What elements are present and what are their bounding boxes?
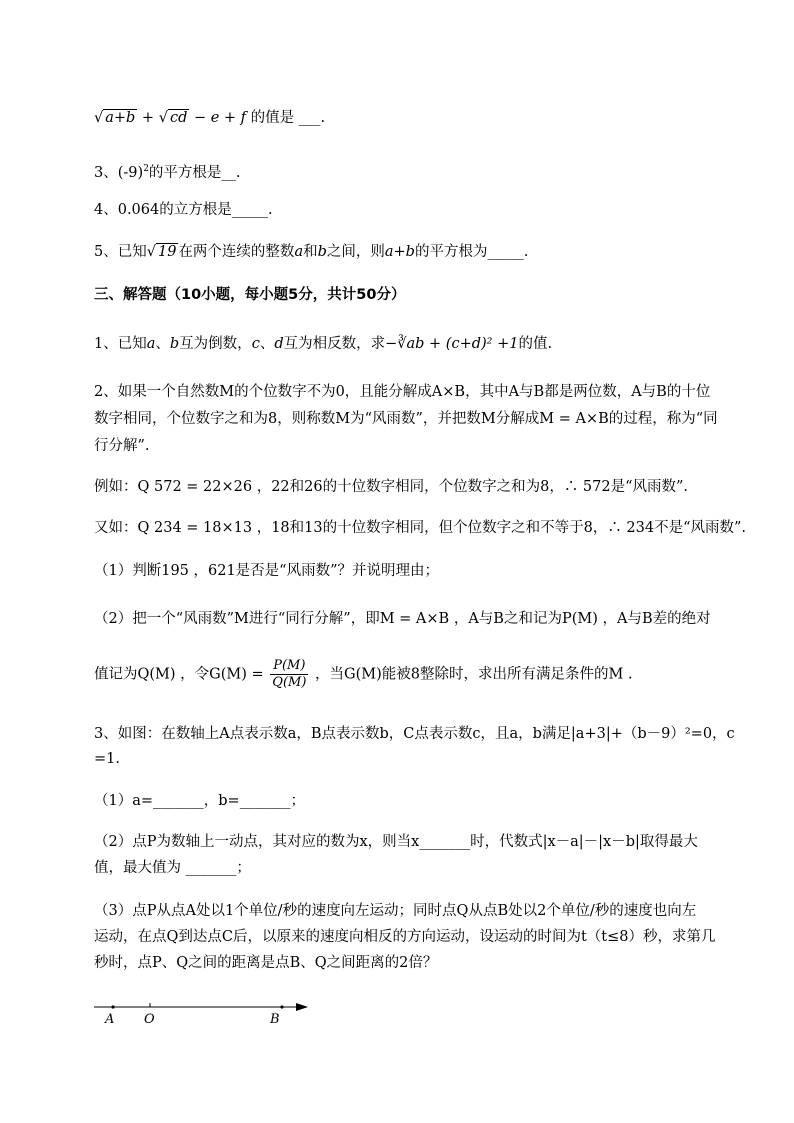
problem-3-line-2: =1.	[94, 751, 120, 767]
problem-1: 1、已知a、b互为倒数，c、d互为相反数，求−∛ab + (c+d)² +1的值.	[94, 336, 553, 352]
label-b: B	[270, 1012, 280, 1027]
problem-3-sub-1: （1）a=_______，b=_______；	[94, 793, 305, 809]
question-3: 3、$(-9)^2$的平方根是__.	[94, 164, 241, 181]
formula-suffix: 的值是 ___.	[250, 110, 326, 126]
problem-2-sub-1: （1）判断195 ，621是否是“风雨数”？并说明理由；	[94, 563, 440, 579]
question-4: 4、0.064的立方根是_____.	[94, 202, 273, 218]
example-2: 又如：Q 234 = 18×13 ，18和13的十位数字相同，但个位数字之和不等于8，∴ 234不是“风雨数”.	[94, 520, 747, 536]
formula-line: √ a+b + √ cd − e + f 的值是 ___.	[94, 110, 326, 126]
point-b-dot	[280, 1005, 283, 1008]
example-1: 例如：Q 572 = 22×26 ，22和26的十位数字相同，个位数字之和为8，∴ 572是“风雨数”.	[94, 479, 689, 495]
question-5: 5、已知√ 19 在两个连续的整数a和b之间，则a+b的平方根为_____.	[94, 244, 529, 260]
problem-3-sub-3-line-3: 秒时，点P、Q之间的距离是点B、Q之间距离的2倍？	[94, 955, 438, 971]
problem-2-sub-2-line-2: 值记为Q(M) ，令G(M) = $\frac{P(M)}{Q(M)}$ ，当G(M)能被8整除时，求出所有满足条件的M .	[94, 658, 633, 690]
problem-2-line-2: 数字相同，个位数字之和为8，则称数M为“风雨数”，并把数M分解成M = A×B的过程，称为“同	[94, 411, 718, 427]
sqrt-cd: cd	[169, 110, 188, 126]
point-a-dot	[111, 1005, 114, 1008]
number-line	[90, 996, 320, 1036]
problem-3-sub-2-line-2: 值，最大值为 _______；	[94, 860, 251, 876]
fraction-g: $\frac{P(M)}{Q(M)}$	[272, 658, 307, 690]
problem-3-line-1: 3、如图：在数轴上A点表示数a，B点表示数b，C点表示数c，且a，b满足|a+3|+（b－9）²=0，c	[94, 726, 735, 742]
problem-2-line-1: 2、如果一个自然数M的个位数字不为0，且能分解成A×B，其中A与B都是两位数，A与B的十位	[94, 384, 711, 400]
problem-2-sub-2-line-1: （2）把一个“风雨数”M进行“同行分解”，即M = A×B ，A与B之和记为P(M) ，A与B差的绝对	[94, 611, 711, 627]
section-heading: 三、解答题（10小题，每小题5分，共计50分）	[94, 287, 406, 303]
problem-3-sub-3-line-1: （3）点P从点A处以1个单位/秒的速度向左运动；同时点Q从点B处以2个单位/秒的速度也向左	[94, 903, 697, 919]
problem-3-sub-2-line-1: （2）点P为数轴上一动点，其对应的数为x，则当x_______时，代数式|x－a|－|x－b|取得最大	[94, 834, 698, 850]
axis-arrow	[296, 1003, 308, 1011]
problem-2-line-3: 行分解”.	[94, 438, 150, 454]
label-o: O	[144, 1012, 155, 1027]
problem-3-sub-3-line-2: 运动，在点Q到达点C后，以原来的速度向相反的方向运动，设运动的时间为t（t≤8）秒，求第几	[94, 929, 716, 945]
sqrt-a-plus-b: a+b	[105, 110, 136, 126]
label-a: A	[105, 1012, 115, 1027]
